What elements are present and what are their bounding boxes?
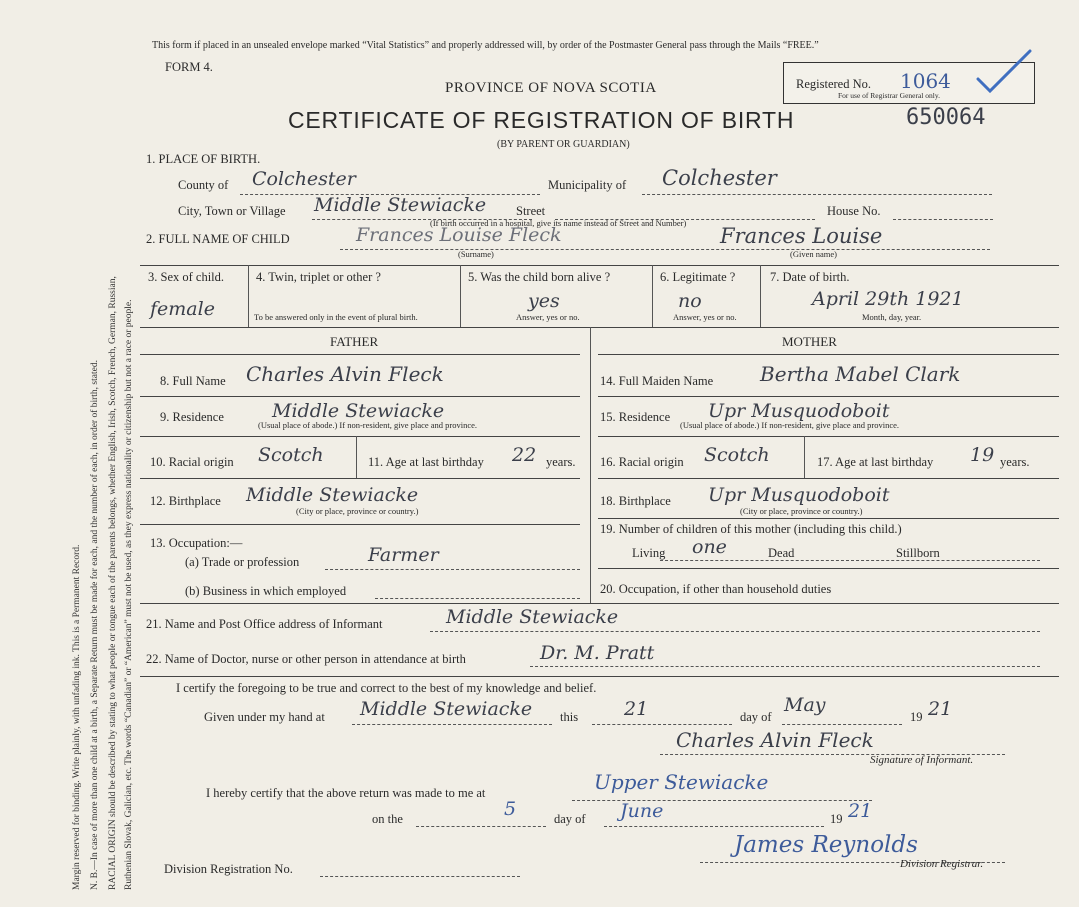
surname-caption: (Surname) — [458, 249, 494, 259]
mother-residence-note: (Usual place of abode.) If non-resident, give place and province. — [680, 420, 900, 430]
father-trade-line — [325, 569, 580, 570]
mother-residence-line — [598, 436, 1059, 437]
year-value: 21 — [928, 698, 953, 720]
month-value: May — [784, 694, 826, 716]
father-racial-line — [140, 478, 580, 479]
given-place-line — [352, 724, 552, 725]
mother-stillborn-label: Stillborn — [896, 546, 940, 560]
father-racial-label: 10. Racial origin — [150, 455, 234, 469]
informant-caption: Signature of Informant. — [870, 754, 974, 766]
mother-living-label: Living — [632, 546, 666, 560]
stamp-number: 650064 — [906, 105, 986, 130]
legitimate-note: Answer, yes or no. — [673, 312, 737, 322]
return-day-line — [416, 826, 546, 827]
registrar-signature: James Reynolds — [734, 832, 918, 858]
side-note-2: N. B.—In case of more than one child at a birth, a Separate Return must be made for each, and the number of each, in order of birth, stated. — [90, 360, 100, 890]
mother-racial-label: 16. Racial origin — [600, 455, 684, 469]
twin-label: 4. Twin, triplet or other ? — [256, 270, 381, 284]
mother-birthplace-value: Upr Musquodoboit — [708, 484, 890, 506]
father-name-label: 8. Full Name — [160, 374, 226, 388]
doctor-line — [530, 666, 1040, 667]
house-line — [893, 219, 993, 220]
county-value: Colchester — [252, 168, 356, 190]
mother-children-rule — [598, 568, 1059, 569]
father-racial-value: Scotch — [258, 444, 324, 466]
certificate-subtitle: (BY PARENT OR GUARDIAN) — [497, 139, 630, 150]
legitimate-value: no — [678, 290, 702, 312]
side-note-4: Ruthenian Slovak, Galician, etc. The words “Canadian” or “American” must not be used, as they express nationality or citizenship but not a race or people. — [124, 299, 134, 890]
father-birthplace-note: (City or place, province or country.) — [296, 506, 419, 516]
given-label: Given under my hand at — [204, 710, 325, 724]
this-label: this — [560, 710, 579, 724]
day-value: 21 — [624, 698, 649, 720]
return-day-of-label: day of — [554, 812, 586, 826]
registrar-caption: Division Registrar. — [900, 858, 984, 870]
parents-bottom-border — [140, 603, 1059, 604]
father-age-value: 22 — [512, 444, 537, 466]
row3-div-4 — [760, 265, 761, 327]
father-trade-value: Farmer — [368, 544, 439, 566]
registered-label: Registered No. — [796, 77, 871, 91]
mother-children-label: 19. Number of children of this mother (including this child.) — [600, 522, 902, 536]
mother-dead-label: Dead — [768, 546, 795, 560]
twin-note: To be answered only in the event of plural birth. — [254, 312, 418, 322]
child-surname-value: Frances Louise Fleck — [356, 224, 562, 246]
return-place: Upper Stewiacke — [594, 770, 769, 794]
doctor-value: Dr. M. Pratt — [540, 642, 655, 664]
mother-racial-line — [598, 478, 1059, 479]
doctor-label: 22. Name of Doctor, nurse or other person in attendance at birth — [146, 652, 466, 666]
province-heading: PROVINCE OF NOVA SCOTIA — [445, 80, 657, 96]
mother-residence-value: Upr Musquodoboit — [708, 400, 890, 422]
row3-div-2 — [460, 265, 461, 327]
father-birthplace-line — [140, 524, 580, 525]
father-business-line — [375, 598, 580, 599]
mother-name-line — [598, 396, 1059, 397]
municipality-value: Colchester — [662, 166, 777, 190]
mother-occupation-label: 20. Occupation, if other than household duties — [600, 582, 832, 596]
informant-address-label: 21. Name and Post Office address of Informant — [146, 617, 383, 631]
return-month-line — [604, 826, 824, 827]
alive-value: yes — [528, 290, 560, 312]
sex-value: female — [150, 298, 215, 320]
father-heading: FATHER — [330, 334, 379, 349]
return-year-prefix: 19 — [830, 812, 843, 826]
father-residence-value: Middle Stewiacke — [272, 400, 445, 422]
father-residence-label: 9. Residence — [160, 410, 224, 424]
mother-birthplace-line — [598, 518, 1059, 519]
day-line — [592, 724, 732, 725]
city-label: City, Town or Village — [178, 204, 286, 218]
on-the-label: on the — [372, 812, 403, 826]
day-of-label: day of — [740, 710, 772, 724]
check-mark-icon — [974, 49, 1034, 99]
return-month: June — [620, 800, 664, 822]
father-residence-note: (Usual place of abode.) If non-resident, give place and province. — [258, 420, 478, 430]
return-label: I hereby certify that the above return was made to me at — [206, 786, 486, 800]
city-value: Middle Stewiacke — [314, 194, 487, 216]
father-age-unit: years. — [546, 455, 576, 469]
certificate-title: CERTIFICATE OF REGISTRATION OF BIRTH — [288, 107, 795, 133]
dob-value: April 29th 1921 — [812, 288, 964, 310]
informant-signature: Charles Alvin Fleck — [676, 728, 874, 752]
legitimate-label: 6. Legitimate ? — [660, 270, 736, 284]
division-line — [320, 876, 520, 877]
street-label: Street — [516, 204, 546, 218]
mother-name-value: Bertha Mabel Clark — [760, 362, 961, 386]
father-name-line — [140, 396, 580, 397]
informant-address-value: Middle Stewiacke — [446, 606, 619, 628]
mother-age-value: 19 — [970, 444, 995, 466]
mother-children-line — [660, 560, 1040, 561]
father-residence-line — [140, 436, 580, 437]
father-age-divider — [356, 436, 357, 478]
mother-heading-rule — [598, 354, 1059, 355]
mother-racial-value: Scotch — [704, 444, 770, 466]
mother-birthplace-note: (City or place, province or country.) — [740, 506, 863, 516]
dob-label: 7. Date of birth. — [770, 270, 850, 284]
registered-number: 1064 — [900, 69, 951, 93]
father-age-label: 11. Age at last birthday — [368, 455, 484, 469]
child-name-line — [340, 249, 990, 250]
division-label: Division Registration No. — [164, 862, 293, 876]
given-caption: (Given name) — [790, 249, 837, 259]
mother-name-label: 14. Full Maiden Name — [600, 374, 714, 388]
return-day: 5 — [504, 798, 517, 820]
registered-note: For use of Registrar General only. — [838, 91, 940, 100]
place-of-birth-label: 1. PLACE OF BIRTH. — [146, 152, 261, 166]
mother-living-value: one — [692, 536, 727, 558]
dob-note: Month, day, year. — [862, 312, 922, 322]
county-label: County of — [178, 178, 229, 192]
house-label: House No. — [827, 204, 881, 218]
row3-div-1 — [248, 265, 249, 327]
given-place: Middle Stewiacke — [360, 698, 533, 720]
month-line — [782, 724, 902, 725]
mother-age-label: 17. Age at last birthday — [817, 455, 934, 469]
mother-age-divider — [804, 436, 805, 478]
father-heading-rule — [140, 354, 580, 355]
mother-heading: MOTHER — [782, 334, 837, 349]
cert-top-border — [140, 676, 1059, 677]
return-place-line — [572, 800, 872, 801]
parents-divider — [590, 327, 591, 603]
father-occupation-label: 13. Occupation:— — [150, 536, 243, 550]
registered-box — [783, 62, 1035, 104]
informant-address-line — [430, 631, 1040, 632]
alive-label: 5. Was the child born alive ? — [468, 270, 611, 284]
row3-bottom-border — [140, 327, 1059, 328]
father-trade-label: (a) Trade or profession — [185, 555, 300, 569]
certify-statement: I certify the foregoing to be true and correct to the best of my knowledge and belief. — [176, 681, 597, 695]
child-given-value: Frances Louise — [720, 224, 883, 248]
child-name-label: 2. FULL NAME OF CHILD — [146, 232, 290, 246]
mother-age-unit: years. — [1000, 455, 1030, 469]
side-note-3: RACIAL ORIGIN should be described by stating to what people or tongue each of the parents belongs, whether English, Irish, Scotch, French, German, Russian, — [108, 276, 118, 890]
mother-residence-label: 15. Residence — [600, 410, 671, 424]
year-prefix: 19 — [910, 710, 923, 724]
father-birthplace-value: Middle Stewiacke — [246, 484, 419, 506]
row3-top-border — [140, 265, 1059, 266]
alive-note: Answer, yes or no. — [516, 312, 580, 322]
father-business-label: (b) Business in which employed — [185, 584, 347, 598]
municipality-label: Municipality of — [548, 178, 627, 192]
municipality-line — [642, 194, 992, 195]
postal-notice: This form if placed in an unsealed envelope marked “Vital Statistics” and properly addressed will, by order of the Postmaster General pass through the Mails “FREE.” — [152, 40, 819, 51]
sex-label: 3. Sex of child. — [148, 270, 225, 284]
row3-div-3 — [652, 265, 653, 327]
father-birthplace-label: 12. Birthplace — [150, 494, 221, 508]
side-note-1: Margin reserved for binding. Write plainly, with unfading ink. This is a Permanent Record. — [72, 544, 82, 890]
mother-birthplace-label: 18. Birthplace — [600, 494, 671, 508]
return-year: 21 — [848, 800, 873, 822]
father-name-value: Charles Alvin Fleck — [246, 362, 444, 386]
hospital-note: (If birth occurred in a hospital, give its name instead of Street and Number) — [430, 218, 687, 228]
form-number: FORM 4. — [165, 60, 213, 74]
